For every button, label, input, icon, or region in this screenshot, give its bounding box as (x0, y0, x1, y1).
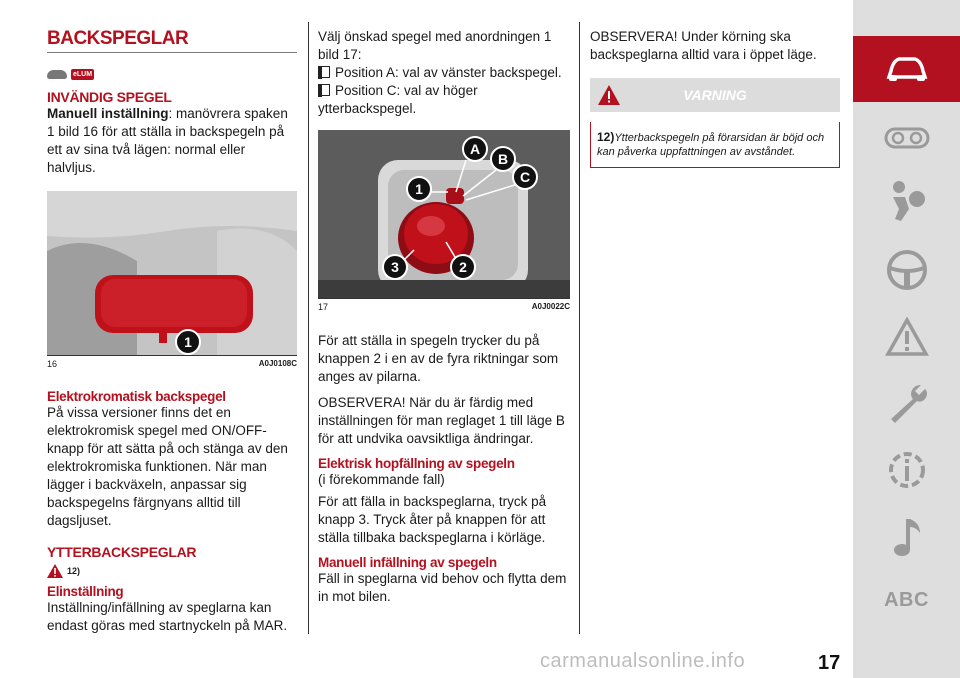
dashboard-icon (884, 127, 930, 149)
bullet-a-text: Position A: val av vänster backspegel. (335, 65, 562, 80)
electric-adjust-heading: Elinställning (47, 584, 124, 599)
electric-fold-text: För att fälla in backspeglarna, tryck på knapp 3. Tryck åter på knappen för att ställa tillbaka backspeglarna i körläge. (318, 494, 547, 545)
mirror-control-illustration (318, 130, 570, 298)
bullet-c-text: Position C: val av höger ytterbackspegel. (318, 83, 478, 116)
callout-1: 1 (406, 176, 432, 202)
callout-A: A (462, 136, 488, 162)
feature-icons (47, 65, 297, 83)
column-3 (590, 28, 840, 168)
bullet-icon (318, 84, 330, 96)
warning-number: 12) (597, 130, 615, 144)
sidebar-item-index[interactable] (853, 582, 960, 618)
abc-index-label: ABC (884, 588, 929, 611)
sidebar-item-info[interactable] (853, 444, 960, 496)
outside-mirrors-heading: YTTERBACKSPEGLAR (47, 544, 197, 560)
watermark: carmanualsonline.info (540, 650, 746, 672)
adjust-instructions: För att ställa in spegeln trycker du på knappen 2 i en av de fyra riktningar som anges av pilarna. (318, 333, 559, 384)
callout-3: 3 (382, 254, 408, 280)
music-note-icon (890, 515, 924, 559)
adjust-note: OBSERVERA! När du är färdig med inställningen för man reglaget 1 till läge B för att undvika oavsiktliga ändringar. (318, 395, 565, 446)
sidebar-item-steering[interactable] (853, 244, 960, 296)
warning-label: VARNING (683, 87, 747, 103)
inside-mirror-heading: INVÄNDIG SPEGEL (47, 89, 172, 105)
airbag-icon (887, 179, 927, 223)
column-2 (318, 28, 570, 606)
select-mirror-intro: Välj önskad spegel med anordningen 1 bild 17: (318, 29, 552, 62)
section-title: BACKSPEGLAR (47, 28, 297, 53)
manual-setting-label: Manuell inställning (47, 106, 169, 121)
figure-16-caption (47, 355, 297, 369)
bullet-c (318, 82, 570, 118)
sidebar-item-airbag[interactable] (853, 176, 960, 226)
sidebar-item-media[interactable] (853, 512, 960, 562)
elum-badge: eLUM (73, 70, 93, 78)
warning-header (590, 78, 840, 112)
figure-number: 16 (47, 359, 58, 369)
page-number: 17 (818, 652, 841, 674)
warning-triangle-icon (885, 317, 929, 357)
wrench-icon (885, 381, 929, 425)
column-divider (579, 22, 580, 634)
callout-C: C (512, 164, 538, 190)
car-icon (47, 70, 67, 79)
manual-setting-text: : manövrera spaken 1 bild 16 för att ställa in backspegeln på ett av sina två lägen: normal eller halvljus. (47, 106, 288, 175)
electrochromic-heading: Elektrokromatisk backspegel (47, 389, 226, 404)
warning-triangle-icon (47, 564, 63, 578)
bullet-icon (318, 66, 330, 78)
steering-wheel-icon (885, 248, 929, 292)
callout-B: B (490, 146, 516, 172)
warning-box (590, 78, 840, 168)
electric-fold-sub: (i förekommande fall) (318, 472, 445, 487)
electrochromic-text: På vissa versioner finns det en elektrokromisk spegel med ON/OFF-knapp för att sätta på och stänga av den elektrokromiska funktionen. När man lägger i backväxeln, anpassar sig backspegelns färgnyans alltid till dagsljuset. (47, 405, 288, 528)
warning-ref: 12) (67, 566, 81, 576)
figure-17-caption (318, 298, 570, 312)
callout-2: 2 (450, 254, 476, 280)
figure-code: A0J0108C (258, 359, 297, 368)
chapter-sidebar (853, 0, 960, 678)
manual-fold-heading: Manuell infällning av spegeln (318, 555, 497, 570)
manual-fold-text: Fäll in speglarna vid behov och flytta dem in mot bilen. (318, 571, 567, 604)
info-gear-icon (884, 447, 930, 493)
electric-fold-heading: Elektrisk hopfällning av spegeln (318, 456, 515, 471)
column-divider (308, 22, 309, 634)
car-icon (885, 55, 929, 83)
callout-1: 1 (175, 329, 201, 355)
sidebar-item-car[interactable] (853, 36, 960, 102)
warning-ref-row (47, 564, 297, 578)
warning-body-text: Ytterbackspegeln på förarsidan är böjd och kan påverka uppfattningen av avståndet. (597, 132, 825, 158)
rearview-mirror-illustration (47, 191, 297, 355)
bullet-a (318, 64, 570, 82)
figure-number: 17 (318, 302, 329, 312)
sidebar-item-warning[interactable] (853, 312, 960, 362)
figure-code: A0J0022C (531, 302, 570, 311)
manual-setting-paragraph (47, 105, 297, 177)
sidebar-item-service[interactable] (853, 378, 960, 428)
figure-16 (47, 191, 297, 355)
warning-body (590, 122, 840, 168)
warning-text (597, 130, 833, 159)
electric-adjust-text: Inställning/infällning av speglarna kan endast göras med startnyckeln på MAR. (47, 600, 288, 633)
sidebar-item-dashboard[interactable] (853, 118, 960, 158)
driving-note: OBSERVERA! Under körning ska backspeglarna alltid vara i öppet läge. (590, 29, 817, 62)
column-1 (47, 22, 297, 635)
figure-17 (318, 130, 570, 298)
